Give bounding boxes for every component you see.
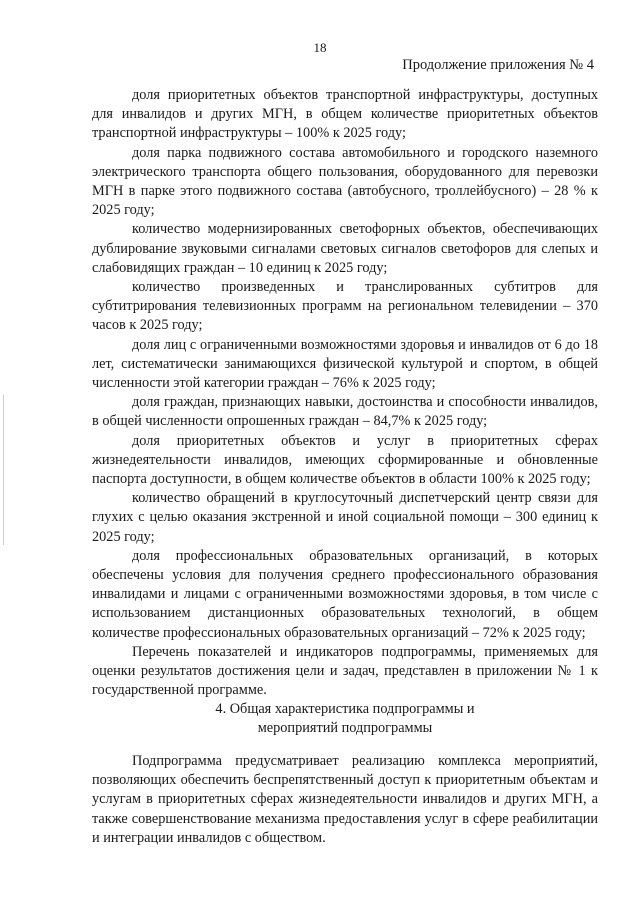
indicator-paragraph: доля лиц с ограниченными возможностями здоровья и инвалидов от 6 до 18 лет, систематически занимающихся физической культурой и спортом, в общей численности этой категории граждан – 76% к 2025 году;	[92, 336, 598, 392]
indicators-reference-paragraph: Перечень показателей и индикаторов подпрограммы, применяемых для оценки результатов достижения цели и задач, представлен в приложении № 1 к государственной программе.	[92, 643, 598, 699]
section-heading-line: 4. Общая характеристика подпрограммы и	[215, 701, 475, 717]
section-heading-line: мероприятий подпрограммы	[257, 720, 433, 737]
section-paragraph: Подпрограмма предусматривает реализацию комплекса мероприятий, позволяющих обеспечить беспрепятственный доступ к приоритетным объектам и услугам в приоритетных сферах жизнедеятельности инвалидов и других МГН, а также совершенствование механизма предоставления услуг в сфере реабилитации и интеграции инвалидов с обществом.	[92, 753, 598, 846]
indicator-paragraph: количество произведенных и транслированных субтитров для субтитрирования телевизионных программ на региональном телевидении – 370 часов к 2025 году;	[92, 279, 598, 334]
page-number: 18	[313, 40, 327, 55]
indicators-list	[92, 86, 598, 701]
appendix-continuation-note: Продолжение приложения № 4	[402, 57, 594, 73]
indicator-paragraph: доля профессиональных образовательных организаций, в которых обеспечены условия для получения среднего профессионального образования инвалидами и лицами с ограниченными возможностями здоровья, в том числе с использованием дистанционных образовательных технологий, в общем количестве профессиональных образовательных организаций – 72% к 2025 году;	[92, 547, 598, 641]
indicator-paragraph: доля приоритетных объектов и услуг в приоритетных сферах жизнедеятельности инвалидов, имеющих сформированные и обновленные паспорта доступности, в общем количестве объектов в области 100% к 2025 году;	[92, 432, 598, 488]
indicator-paragraph: доля парка подвижного состава автомобильного и городского наземного электрического транспорта общего пользования, оборудованного для перевозки МГН в парке этого подвижного состава (автобусного, троллейбусного) – 28 % к 2025 году;	[92, 144, 598, 219]
indicator-paragraph: доля приоритетных объектов транспортной инфраструктуры, доступных для инвалидов и других МГН, в общем количестве приоритетных объектов транспортной инфраструктуры – 100% к 2025 году;	[92, 87, 598, 142]
indicator-paragraph: количество модернизированных светофорных объектов, обеспечивающих дублирование звуковыми сигналами световых сигналов светофоров для слепых и слабовидящих граждан – 10 единиц к 2025 году;	[92, 221, 598, 276]
section-body	[92, 752, 598, 848]
scan-edge-mark	[3, 395, 4, 545]
indicator-paragraph: количество обращений в круглосуточный диспетчерский центр связи для глухих с целью оказания экстренной и иной социальной помощи – 300 единиц к 2025 году;	[92, 490, 598, 545]
indicator-paragraph: доля граждан, признающих навыки, достоинства и способности инвалидов, в общей численности опрошенных граждан – 84,7% к 2025 году;	[92, 394, 598, 430]
section-heading	[92, 700, 598, 738]
